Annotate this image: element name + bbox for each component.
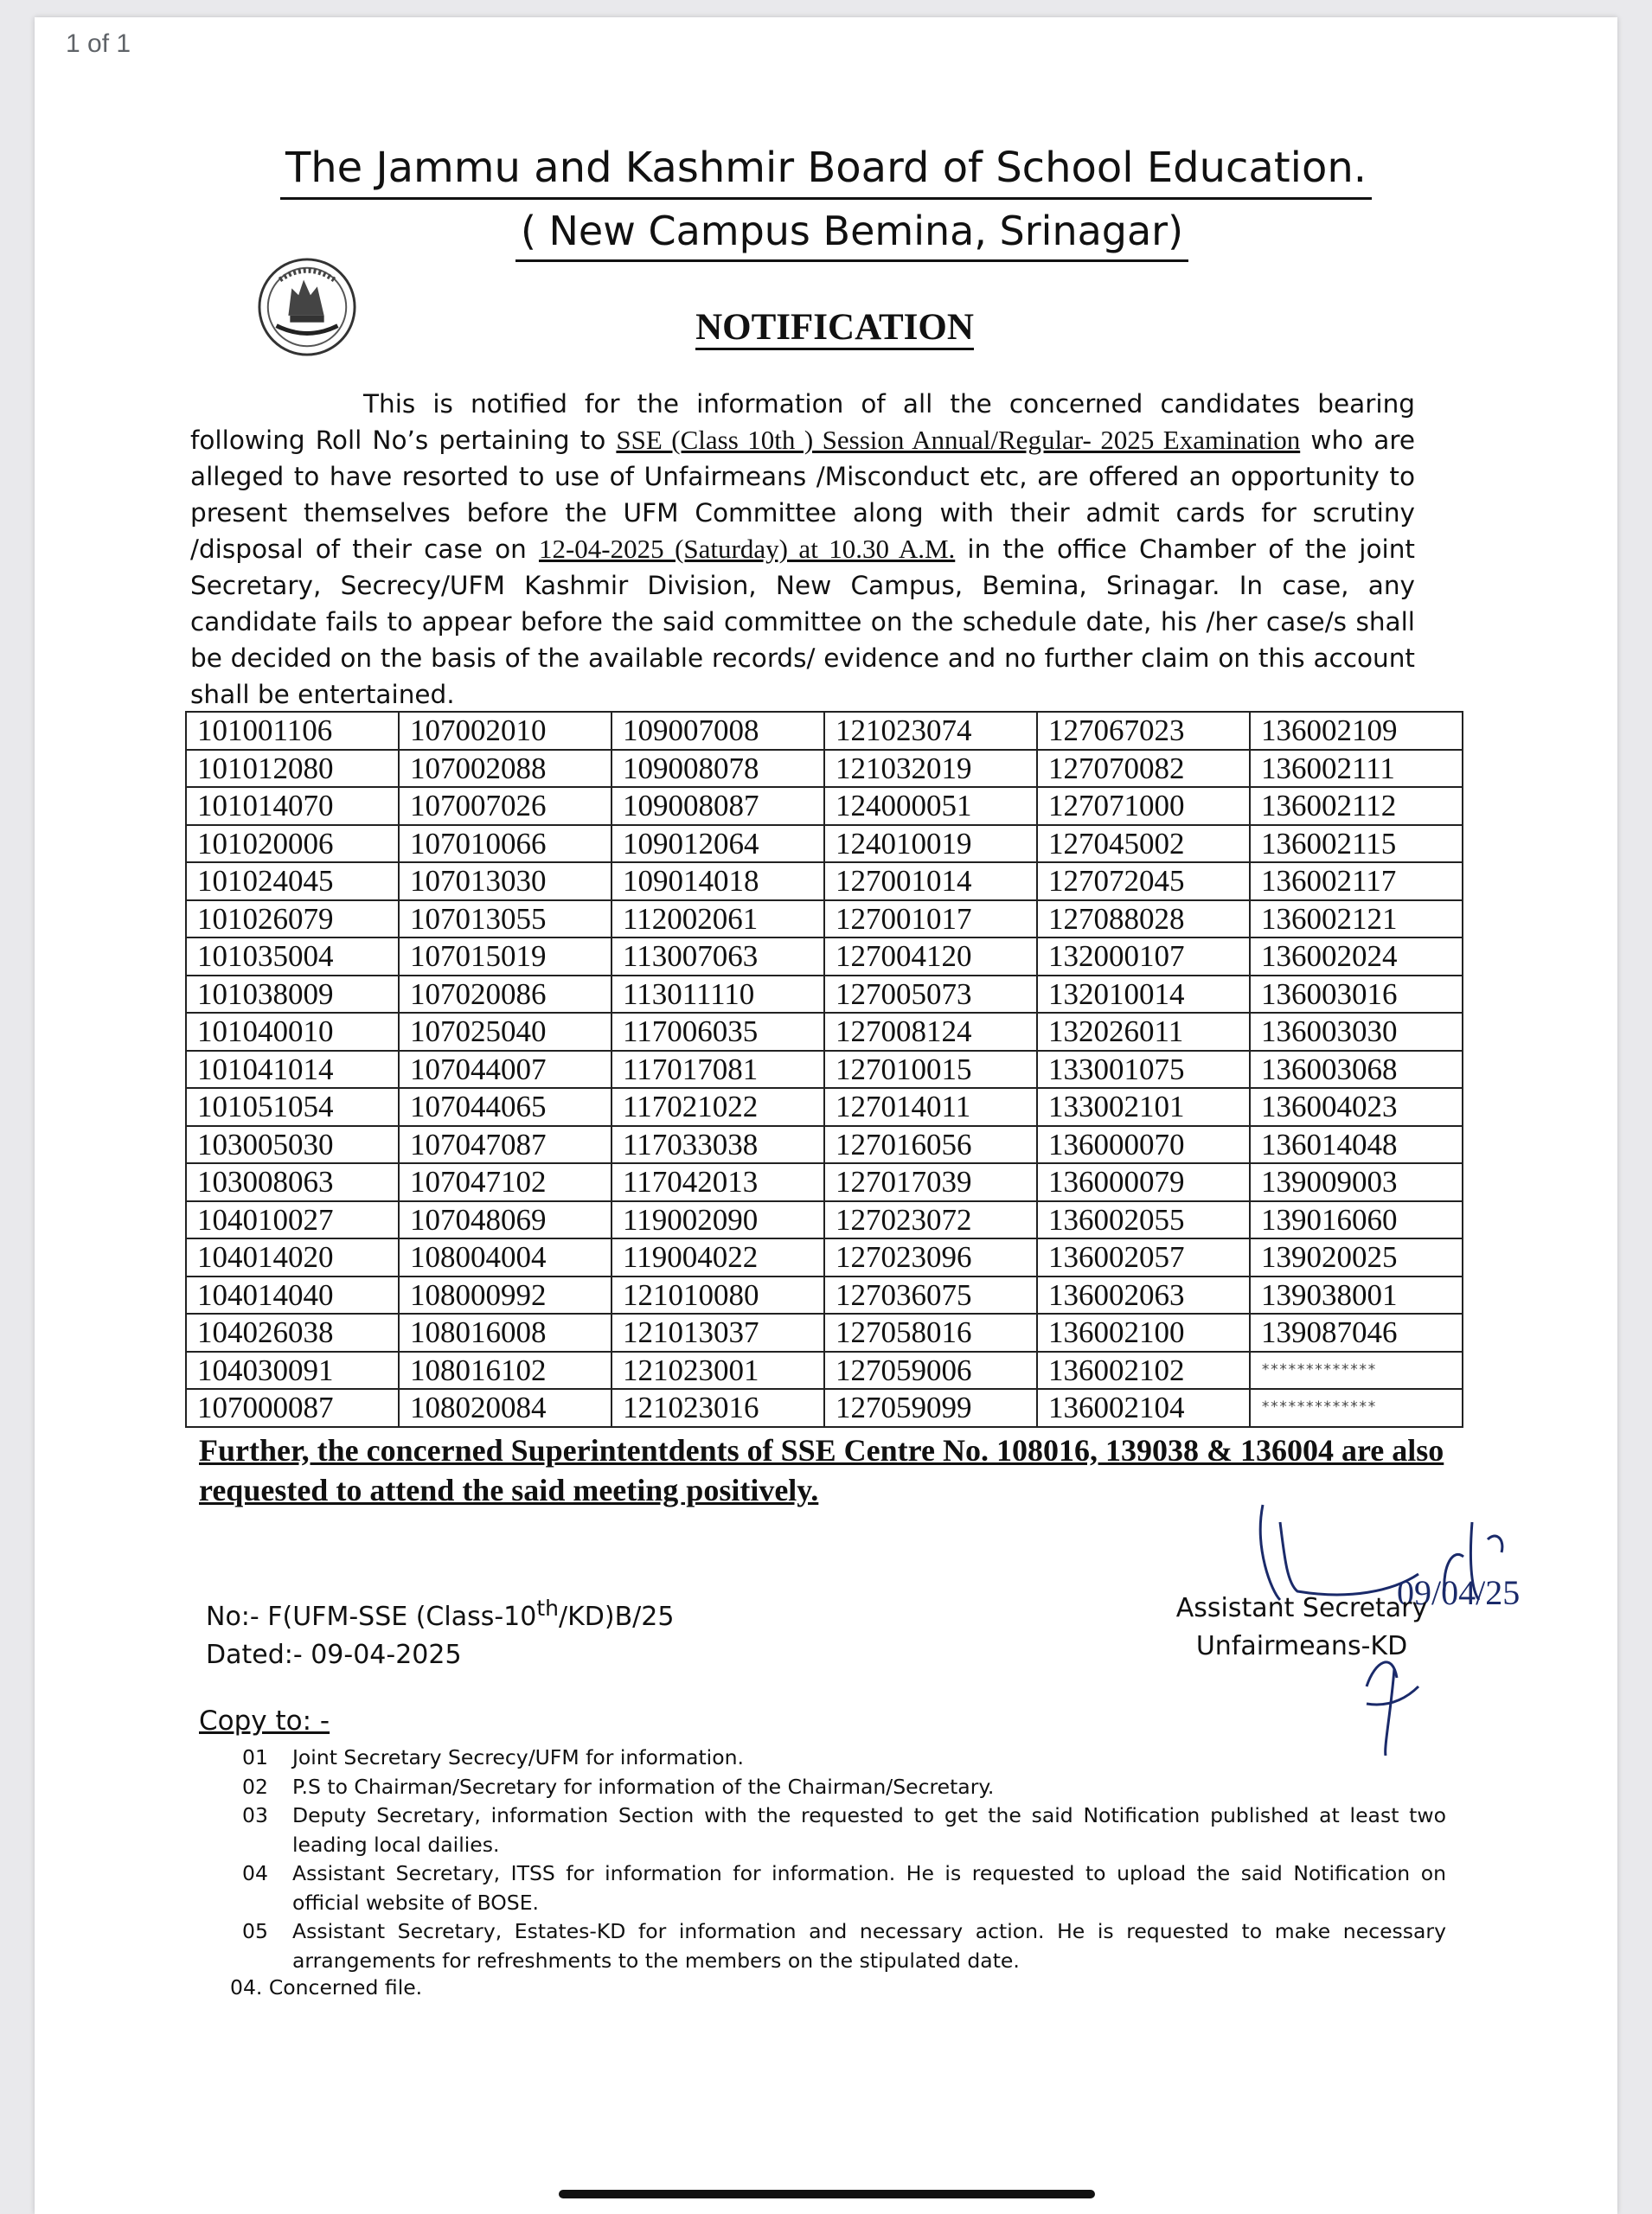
table-row xyxy=(186,1277,1463,1315)
roll-number-cell: 104026038 xyxy=(186,1314,399,1352)
roll-number-cell: 127059006 xyxy=(824,1352,1037,1390)
list-item-number: 01 xyxy=(242,1745,268,1769)
superintendents-note: Further, the concerned Superintentdents of SSE Centre No. 108016, 139038 & 136004 are also requested to attend the said meeting positively. xyxy=(199,1433,1444,1507)
table-row xyxy=(186,862,1463,900)
roll-number-cell: 101024045 xyxy=(186,862,399,900)
table-row xyxy=(186,825,1463,863)
list-item-number: 04 xyxy=(242,1861,268,1885)
roll-number-cell: 104030091 xyxy=(186,1352,399,1390)
list-item xyxy=(242,1917,1446,1975)
roll-number-cell: 136002115 xyxy=(1250,825,1463,863)
roll-number-cell: 101040010 xyxy=(186,1013,399,1051)
table-row xyxy=(186,900,1463,938)
table-row xyxy=(186,937,1463,976)
roll-number-cell: 136002121 xyxy=(1250,900,1463,938)
roll-number-cell: 107002088 xyxy=(399,750,611,788)
roll-number-cell: 107047087 xyxy=(399,1126,611,1164)
roll-number-cell: 104010027 xyxy=(186,1201,399,1239)
copy-to-list xyxy=(242,1744,1446,1975)
roll-number-cell: 121013037 xyxy=(611,1314,824,1352)
roll-number-cell: 107002010 xyxy=(399,712,611,750)
roll-number-cell: 127070082 xyxy=(1037,750,1250,788)
list-item xyxy=(242,1801,1446,1859)
table-row xyxy=(186,1314,1463,1352)
roll-number-cell: 108004004 xyxy=(399,1238,611,1277)
roll-number-cell: 101041014 xyxy=(186,1051,399,1089)
roll-number-cell: 107025040 xyxy=(399,1013,611,1051)
roll-number-cell: 127001017 xyxy=(824,900,1037,938)
roll-number-cell: 136000070 xyxy=(1037,1126,1250,1164)
roll-number-cell: 107015019 xyxy=(399,937,611,976)
roll-number-cell: 136002102 xyxy=(1037,1352,1250,1390)
roll-number-cell: 127058016 xyxy=(824,1314,1037,1352)
roll-number-cell: 127014011 xyxy=(824,1088,1037,1126)
roll-number-cell: 127067023 xyxy=(1037,712,1250,750)
roll-number-cell: 127072045 xyxy=(1037,862,1250,900)
list-item-text: Assistant Secretary, ITSS for information for information. He is requested to upload the said Notification on official website of BOSE. xyxy=(292,1861,1446,1915)
roll-number-cell: 107044065 xyxy=(399,1088,611,1126)
roll-number-cell: 136004023 xyxy=(1250,1088,1463,1126)
roll-number-cell: 136002063 xyxy=(1037,1277,1250,1315)
table-row xyxy=(186,1126,1463,1164)
roll-number-cell: 136002055 xyxy=(1037,1201,1250,1239)
roll-number-cell: 107007026 xyxy=(399,787,611,825)
roll-number-cell: 127010015 xyxy=(824,1051,1037,1089)
roll-number-cell: 136003016 xyxy=(1250,976,1463,1014)
list-item xyxy=(242,1773,1446,1802)
dated: Dated:- 09-04-2025 xyxy=(206,1640,462,1670)
table-row xyxy=(186,1201,1463,1239)
roll-number-cell: 136002100 xyxy=(1037,1314,1250,1352)
roll-number-cell: 127017039 xyxy=(824,1163,1037,1201)
roll-number-cell: 101051054 xyxy=(186,1088,399,1126)
copy-to-heading: Copy to: - xyxy=(199,1705,330,1737)
roll-number-cell: 124010019 xyxy=(824,825,1037,863)
list-item-number: 02 xyxy=(242,1774,268,1799)
roll-number-table xyxy=(185,711,1463,1428)
roll-number-cell: 139016060 xyxy=(1250,1201,1463,1239)
roll-number-cell: 139087046 xyxy=(1250,1314,1463,1352)
roll-number-cell: 136003068 xyxy=(1250,1051,1463,1089)
list-item xyxy=(242,1859,1446,1917)
reference-block xyxy=(206,1590,674,1674)
table-row xyxy=(186,712,1463,750)
exam-name: SSE (Class 10th ) Session Annual/Regular- 2025 Examination xyxy=(616,425,1301,455)
roll-number-cell: 108016102 xyxy=(399,1352,611,1390)
roll-number-cell: 119002090 xyxy=(611,1201,824,1239)
table-row xyxy=(186,1013,1463,1051)
signatory-designation: Assistant Secretary xyxy=(1175,1593,1428,1623)
roll-number-cell: 136000079 xyxy=(1037,1163,1250,1201)
roll-number-cell: 108000992 xyxy=(399,1277,611,1315)
roll-number-cell: ************* xyxy=(1250,1352,1463,1390)
roll-number-cell: 136002024 xyxy=(1250,937,1463,976)
roll-number-cell: 113011110 xyxy=(611,976,824,1014)
roll-number-cell: 121023016 xyxy=(611,1389,824,1427)
roll-number-cell: 136014048 xyxy=(1250,1126,1463,1164)
roll-number-cell: 132026011 xyxy=(1037,1013,1250,1051)
roll-number-cell: 117006035 xyxy=(611,1013,824,1051)
roll-number-cell: 108020084 xyxy=(399,1389,611,1427)
roll-number-cell: 117017081 xyxy=(611,1051,824,1089)
roll-number-cell: 101026079 xyxy=(186,900,399,938)
roll-number-cell: 139009003 xyxy=(1250,1163,1463,1201)
roll-number-cell: 107000087 xyxy=(186,1389,399,1427)
roll-number-cell: 101012080 xyxy=(186,750,399,788)
roll-number-cell: 109008078 xyxy=(611,750,824,788)
concerned-file: 04. Concerned file. xyxy=(230,1975,423,2000)
roll-number-cell: 132000107 xyxy=(1037,937,1250,976)
roll-number-cell: 101020006 xyxy=(186,825,399,863)
roll-number-cell: 127004120 xyxy=(824,937,1037,976)
roll-number-cell: 103005030 xyxy=(186,1126,399,1164)
roll-number-cell: 136002109 xyxy=(1250,712,1463,750)
roll-number-cell: 136003030 xyxy=(1250,1013,1463,1051)
roll-number-cell: 109014018 xyxy=(611,862,824,900)
list-item-text: Assistant Secretary, Estates-KD for information and necessary action. He is requested to make necessary arrangements for refreshments to the members on the stipulated date. xyxy=(292,1919,1446,1973)
roll-number-cell: 101035004 xyxy=(186,937,399,976)
roll-number-cell: 127071000 xyxy=(1037,787,1250,825)
roll-number-cell: 117021022 xyxy=(611,1088,824,1126)
roll-number-cell: 127008124 xyxy=(824,1013,1037,1051)
list-item-text: Joint Secretary Secrecy/UFM for information. xyxy=(292,1745,744,1769)
roll-number-cell: 107010066 xyxy=(399,825,611,863)
roll-number-cell: 101038009 xyxy=(186,976,399,1014)
signatory-block xyxy=(1159,1590,1444,1666)
roll-number-cell: ************* xyxy=(1250,1389,1463,1427)
roll-number-cell: 127023072 xyxy=(824,1201,1037,1239)
table-row xyxy=(186,1051,1463,1089)
list-item-text: Deputy Secretary, information Section with the requested to get the said Notification published at least two leading local dailies. xyxy=(292,1803,1446,1857)
list-item-number: 03 xyxy=(242,1803,268,1827)
home-indicator[interactable] xyxy=(559,2190,1095,2198)
notification-body: This is notified for the information of all the concerned candidates bearing following Roll No’s pertaining to SSE (Class 10th ) Session Annual/Regular- 2025 Examination who are alleged to have resorted to use of Unfairmeans /Misconduct etc, are offered an opportunity to present themselves before the UFM Committee along with their admit cards for scrutiny /disposal of their case on 12-04-2025 (Saturday) at 10.30 A.M. in the office Chamber of the joint Secretary, Secrecy/UFM Kashmir Division, New Campus, Bemina, Srinagar. In case, any candidate fails to appear before the said committee on the schedule date, his /her case/s shall be decided on the basis of the available records/ evidence and no further claim on this account shall be entertained. xyxy=(190,389,1415,709)
signatory-section: Unfairmeans-KD xyxy=(1195,1631,1408,1661)
roll-number-cell: 109008087 xyxy=(611,787,824,825)
board-address: ( New Campus Bemina, Srinagar) xyxy=(0,211,1652,251)
table-row xyxy=(186,1088,1463,1126)
roll-number-cell: 101014070 xyxy=(186,787,399,825)
roll-number-cell: 127088028 xyxy=(1037,900,1250,938)
roll-number-cell: 136002111 xyxy=(1250,750,1463,788)
table-row xyxy=(186,1352,1463,1390)
roll-number-cell: 133002101 xyxy=(1037,1088,1250,1126)
page-counter: 1 of 1 xyxy=(66,29,131,58)
roll-number-cell: 121023001 xyxy=(611,1352,824,1390)
table-row xyxy=(186,1163,1463,1201)
roll-number-cell: 107047102 xyxy=(399,1163,611,1201)
roll-number-cell: 107013055 xyxy=(399,900,611,938)
table-row xyxy=(186,1389,1463,1427)
table-row xyxy=(186,976,1463,1014)
roll-number-cell: 127045002 xyxy=(1037,825,1250,863)
roll-number-cell: 113007063 xyxy=(611,937,824,976)
roll-number-cell: 107048069 xyxy=(399,1201,611,1239)
roll-number-cell: 104014020 xyxy=(186,1238,399,1277)
roll-number-cell: 109007008 xyxy=(611,712,824,750)
table-row xyxy=(186,750,1463,788)
roll-number-cell: 127023096 xyxy=(824,1238,1037,1277)
hearing-date: 12-04-2025 (Saturday) at 10.30 A.M. xyxy=(538,534,956,564)
roll-number-cell: 139020025 xyxy=(1250,1238,1463,1277)
roll-number-cell: 119004022 xyxy=(611,1238,824,1277)
roll-number-cell: 108016008 xyxy=(399,1314,611,1352)
roll-number-cell: 127016056 xyxy=(824,1126,1037,1164)
reference-number: No:- F(UFM-SSE (Class-10th/KD)B/25 xyxy=(206,1596,675,1632)
roll-number-cell: 139038001 xyxy=(1250,1277,1463,1315)
roll-number-cell: 121010080 xyxy=(611,1277,824,1315)
board-title: The Jammu and Kashmir Board of School Education. xyxy=(0,147,1652,189)
roll-number-cell: 136002117 xyxy=(1250,862,1463,900)
roll-number-cell: 107013030 xyxy=(399,862,611,900)
table-row xyxy=(186,1238,1463,1277)
roll-number-cell: 121032019 xyxy=(824,750,1037,788)
roll-number-cell: 127036075 xyxy=(824,1277,1037,1315)
roll-number-cell: 127005073 xyxy=(824,976,1037,1014)
roll-number-cell: 112002061 xyxy=(611,900,824,938)
roll-number-cell: 136002112 xyxy=(1250,787,1463,825)
roll-number-cell: 101001106 xyxy=(186,712,399,750)
roll-number-cell: 127059099 xyxy=(824,1389,1037,1427)
roll-number-cell: 127001014 xyxy=(824,862,1037,900)
roll-number-cell: 136002104 xyxy=(1037,1389,1250,1427)
list-item-number: 05 xyxy=(242,1919,268,1943)
roll-number-cell: 117042013 xyxy=(611,1163,824,1201)
notification-heading: NOTIFICATION xyxy=(0,306,1652,349)
roll-number-cell: 133001075 xyxy=(1037,1051,1250,1089)
roll-number-cell: 132010014 xyxy=(1037,976,1250,1014)
roll-number-cell: 121023074 xyxy=(824,712,1037,750)
roll-number-cell: 117033038 xyxy=(611,1126,824,1164)
roll-number-cell: 136002057 xyxy=(1037,1238,1250,1277)
signature-date: 09/04/25 xyxy=(1397,1573,1521,1612)
roll-number-cell: 109012064 xyxy=(611,825,824,863)
list-item-text: P.S to Chairman/Secretary for information of the Chairman/Secretary. xyxy=(292,1774,995,1799)
table-row xyxy=(186,787,1463,825)
roll-number-cell: 107044007 xyxy=(399,1051,611,1089)
list-item xyxy=(242,1744,1446,1773)
roll-number-cell: 107020086 xyxy=(399,976,611,1014)
roll-number-cell: 103008063 xyxy=(186,1163,399,1201)
roll-number-cell: 124000051 xyxy=(824,787,1037,825)
roll-number-cell: 104014040 xyxy=(186,1277,399,1315)
